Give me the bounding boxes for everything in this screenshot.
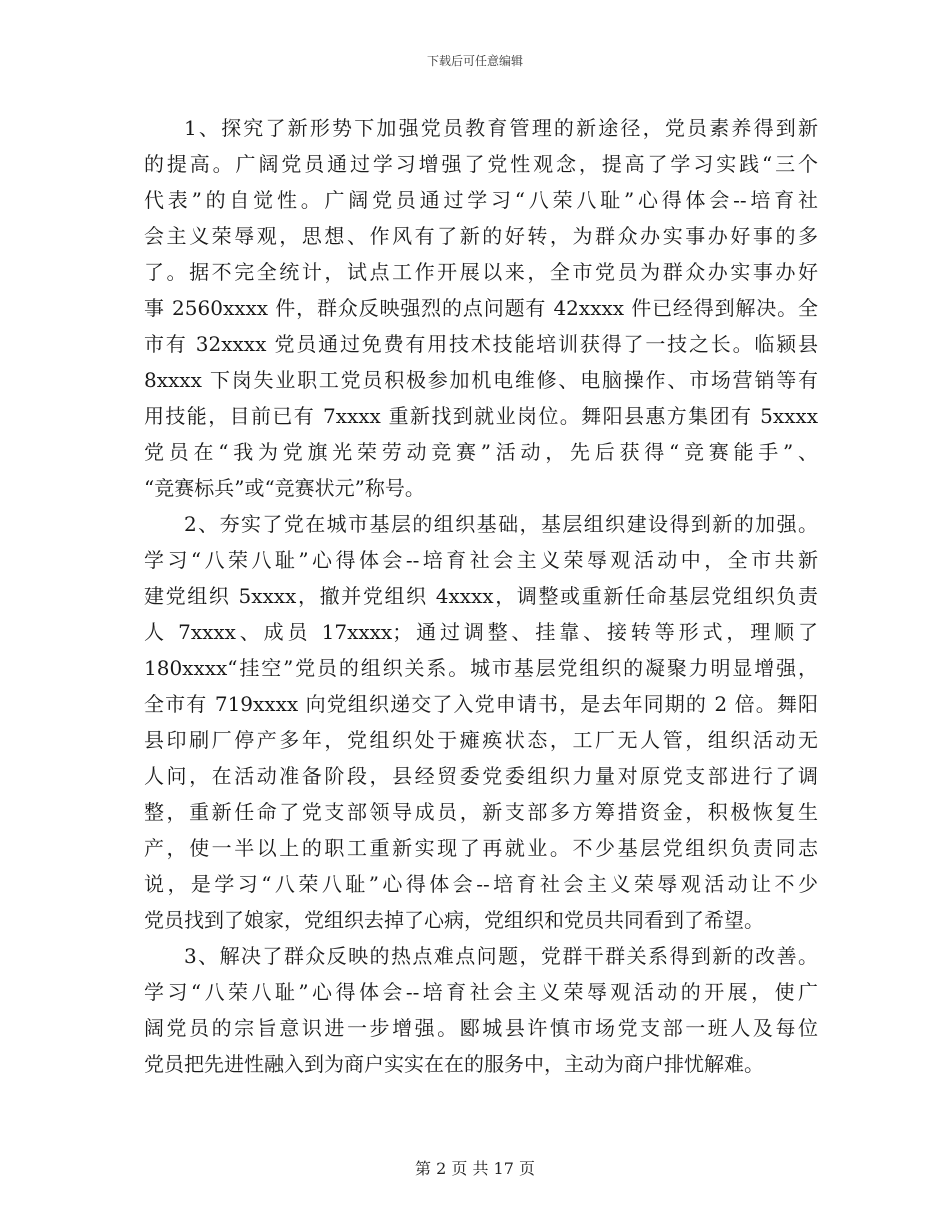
paragraph-2	[144, 506, 818, 938]
text-line: 党员把先进性融入到为商户实实在在的服务中，主动为商户排忧解难。	[144, 1052, 764, 1076]
text-line: 180xxxx“挂空”党员的组织关系。城市基层党组织的凝聚力明显增强，	[144, 656, 818, 680]
text-line: 全市有 719xxxx 向党组织递交了入党申请书，是去年同期的 2 倍。舞阳	[144, 692, 818, 716]
text-line: 人 7xxxx、成员 17xxxx；通过调整、挂靠、接转等形式，理顺了	[144, 620, 818, 644]
text-line: 市有 32xxxx 党员通过免费有用技术技能培训获得了一技之长。临颍县	[144, 332, 818, 356]
text-line: 学习“八荣八耻”心得体会--培育社会主义荣辱观活动中，全市共新	[144, 548, 818, 572]
text-line: 阔党员的宗旨意识进一步增强。郾城县许慎市场党支部一班人及每位	[144, 1016, 818, 1040]
text-line: 说，是学习“八荣八耻”心得体会--培育社会主义荣辱观活动让不少	[144, 872, 818, 896]
text-line: 1、探究了新形势下加强党员教育管理的新途径，党员素养得到新	[184, 116, 818, 140]
document-body	[144, 110, 818, 1082]
text-line: 人问，在活动准备阶段，县经贸委党委组织力量对原党支部进行了调	[144, 764, 818, 788]
text-line: 8xxxx 下岗失业职工党员积极参加机电维修、电脑操作、市场营销等有	[144, 368, 818, 392]
text-line: 了。据不完全统计，试点工作开展以来，全市党员为群众办实事办好	[144, 260, 818, 284]
text-line: 产，使一半以上的职工重新实现了再就业。不少基层党组织负责同志	[144, 836, 818, 860]
text-line: 的提高。广阔党员通过学习增强了党性观念，提高了学习实践“三个	[144, 152, 818, 176]
text-line: 用技能，目前已有 7xxxx 重新找到就业岗位。舞阳县惠方集团有 5xxxx	[144, 404, 818, 428]
text-line: 县印刷厂停产多年，党组织处于瘫痪状态，工厂无人管，组织活动无	[144, 728, 818, 752]
text-line: 党员在“我为党旗光荣劳动竞赛”活动，先后获得“竞赛能手”、	[144, 440, 818, 464]
paragraph-3	[144, 938, 818, 1082]
page-number: 第 2 页 共 17 页	[415, 1159, 535, 1178]
text-line: 3、解决了群众反映的热点难点问题，党群干群关系得到新的改善。	[184, 944, 818, 968]
page-header-note: 下载后可任意编辑	[426, 54, 523, 68]
text-line: 事 2560xxxx 件，群众反映强烈的点问题有 42xxxx 件已经得到解决。全	[144, 296, 818, 320]
text-line: 代表”的自觉性。广阔党员通过学习“八荣八耻”心得体会--培育社	[144, 188, 818, 212]
text-line: 党员找到了娘家，党组织去掉了心病，党组织和党员共同看到了希望。	[144, 908, 764, 932]
text-line: 建党组织 5xxxx，撤并党组织 4xxxx，调整或重新任命基层党组织负责	[144, 584, 818, 608]
paragraph-1	[144, 110, 818, 506]
text-line: 学习“八荣八耻”心得体会--培育社会主义荣辱观活动的开展，使广	[144, 980, 818, 1004]
text-line: 会主义荣辱观，思想、作风有了新的好转，为群众办实事办好事的多	[144, 224, 818, 248]
text-line: 2、夯实了党在城市基层的组织基础，基层组织建设得到新的加强。	[184, 512, 818, 536]
text-line: “竞赛标兵”或“竞赛状元”称号。	[144, 476, 425, 500]
text-line: 整，重新任命了党支部领导成员，新支部多方筹措资金，积极恢复生	[144, 800, 818, 824]
